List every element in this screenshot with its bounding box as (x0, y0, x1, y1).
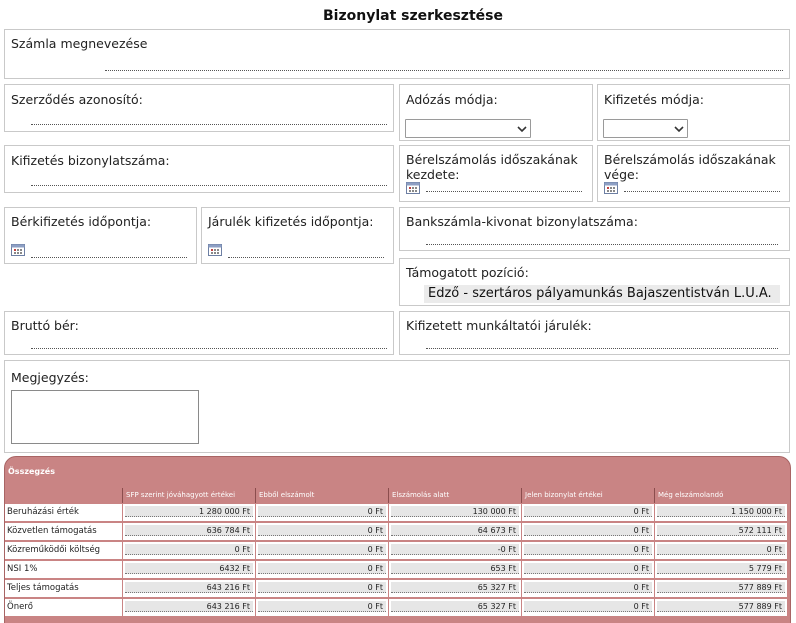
table-cell: 1 280 000 Ft (123, 504, 255, 521)
row-label: NSI 1% (5, 561, 122, 578)
summary-panel (4, 456, 791, 623)
payroll-end-input[interactable] (624, 191, 780, 192)
column-header: SFP szerint jóváhagyott értékei (122, 488, 255, 503)
employer-contribution-input[interactable] (426, 348, 778, 349)
gross-wage-label: Bruttó bér: (11, 318, 79, 333)
column-header: Elszámolás alatt (388, 488, 521, 503)
chevron-down-icon (516, 123, 528, 135)
table-cell: 0 Ft (522, 599, 654, 616)
contribution-payment-label: Járulék kifizetés időpontja: (208, 214, 374, 229)
table-cell: 0 Ft (522, 504, 654, 521)
payment-doc-label: Kifizetés bizonylatszáma: (11, 153, 170, 168)
supported-position-value: Edző - szertáros pályamunkás Bajaszentistván L.U.A. (424, 285, 780, 303)
contribution-payment-field (201, 207, 394, 264)
invoice-name-input[interactable] (105, 70, 783, 71)
note-field (4, 360, 790, 453)
summary-title: Összegzés (8, 467, 55, 476)
table-cell: 5 779 Ft (655, 561, 787, 578)
gross-wage-input[interactable] (31, 348, 387, 349)
table-cell: 653 Ft (389, 561, 521, 578)
calendar-icon[interactable] (208, 244, 222, 256)
bank-statement-field (399, 207, 790, 251)
table-cell: 643 216 Ft (123, 580, 255, 597)
table-cell: -0 Ft (389, 542, 521, 559)
column-header: Ebből elszámolt (255, 488, 388, 503)
payment-method-label: Kifizetés módja: (604, 92, 704, 107)
row-label: Teljes támogatás (5, 580, 122, 597)
payment-doc-field (4, 145, 394, 193)
table-cell: 636 784 Ft (123, 523, 255, 540)
table-cell: 577 889 Ft (655, 599, 787, 616)
table-cell: 0 Ft (256, 504, 388, 521)
note-label: Megjegyzés: (11, 370, 89, 385)
table-cell: 0 Ft (655, 542, 787, 559)
table-cell: 0 Ft (522, 523, 654, 540)
summary-header (4, 456, 791, 486)
table-cell: 0 Ft (256, 580, 388, 597)
table-cell: 0 Ft (256, 599, 388, 616)
table-cell: 6432 Ft (123, 561, 255, 578)
gross-wage-field (4, 311, 394, 355)
table-cell: 65 327 Ft (389, 599, 521, 616)
row-label: Közvetlen támogatás (5, 523, 122, 540)
employer-contribution-field (399, 311, 790, 355)
column-header: Még elszámolandó (654, 488, 787, 503)
contract-id-input[interactable] (31, 124, 387, 125)
table-cell: 64 673 Ft (389, 523, 521, 540)
calendar-icon[interactable] (604, 182, 618, 194)
page-title: Bizonylat szerkesztése (323, 8, 503, 24)
supported-position-label: Támogatott pozíció: (406, 265, 529, 280)
payment-method-field (597, 84, 790, 141)
table-cell: 1 150 000 Ft (655, 504, 787, 521)
wage-payment-field (4, 207, 197, 264)
payment-doc-input[interactable] (31, 185, 387, 186)
wage-payment-input[interactable] (31, 257, 187, 258)
taxation-field (399, 84, 593, 141)
wage-payment-label: Bérkifizetés időpontja: (11, 214, 152, 229)
contract-id-field (4, 84, 394, 132)
invoice-name-label: Számla megnevezése (11, 36, 148, 51)
contract-id-label: Szerződés azonosító: (11, 92, 143, 107)
invoice-name-field (4, 29, 790, 79)
table-cell: 0 Ft (256, 542, 388, 559)
table-cell: 643 216 Ft (123, 599, 255, 616)
supported-position-field (399, 258, 790, 306)
row-label: Közreműködői költség (5, 542, 122, 559)
payroll-end-label: Bérelszámolás időszakának vége: (604, 152, 776, 182)
contribution-payment-input[interactable] (228, 257, 384, 258)
table-cell: 0 Ft (256, 561, 388, 578)
table-cell: 0 Ft (123, 542, 255, 559)
table-cell: 0 Ft (522, 580, 654, 597)
payroll-start-field (399, 145, 593, 202)
payroll-start-label: Bérelszámolás időszakának kezdete: (406, 152, 578, 182)
table-cell: 577 889 Ft (655, 580, 787, 597)
table-cell: 0 Ft (522, 561, 654, 578)
calendar-icon[interactable] (11, 244, 25, 256)
column-header: Jelen bizonylat értékei (521, 488, 654, 503)
table-cell: 0 Ft (256, 523, 388, 540)
table-cell: 65 327 Ft (389, 580, 521, 597)
payroll-start-input[interactable] (426, 191, 582, 192)
employer-contribution-label: Kifizetett munkáltatói járulék: (406, 318, 592, 333)
bank-statement-label: Bankszámla-kivonat bizonylatszáma: (406, 214, 638, 229)
taxation-select[interactable] (405, 119, 531, 138)
row-label: Önerő (5, 599, 122, 616)
calendar-icon[interactable] (406, 182, 420, 194)
row-label: Beruházási érték (5, 504, 122, 521)
table-cell: 572 111 Ft (655, 523, 787, 540)
chevron-down-icon (673, 123, 685, 135)
table-cell: 0 Ft (522, 542, 654, 559)
table-cell: 130 000 Ft (389, 504, 521, 521)
payroll-end-field (597, 145, 790, 202)
note-textarea[interactable] (11, 390, 199, 444)
payment-method-select[interactable] (603, 119, 688, 138)
bank-statement-input[interactable] (426, 244, 778, 245)
taxation-label: Adózás módja: (406, 92, 498, 107)
